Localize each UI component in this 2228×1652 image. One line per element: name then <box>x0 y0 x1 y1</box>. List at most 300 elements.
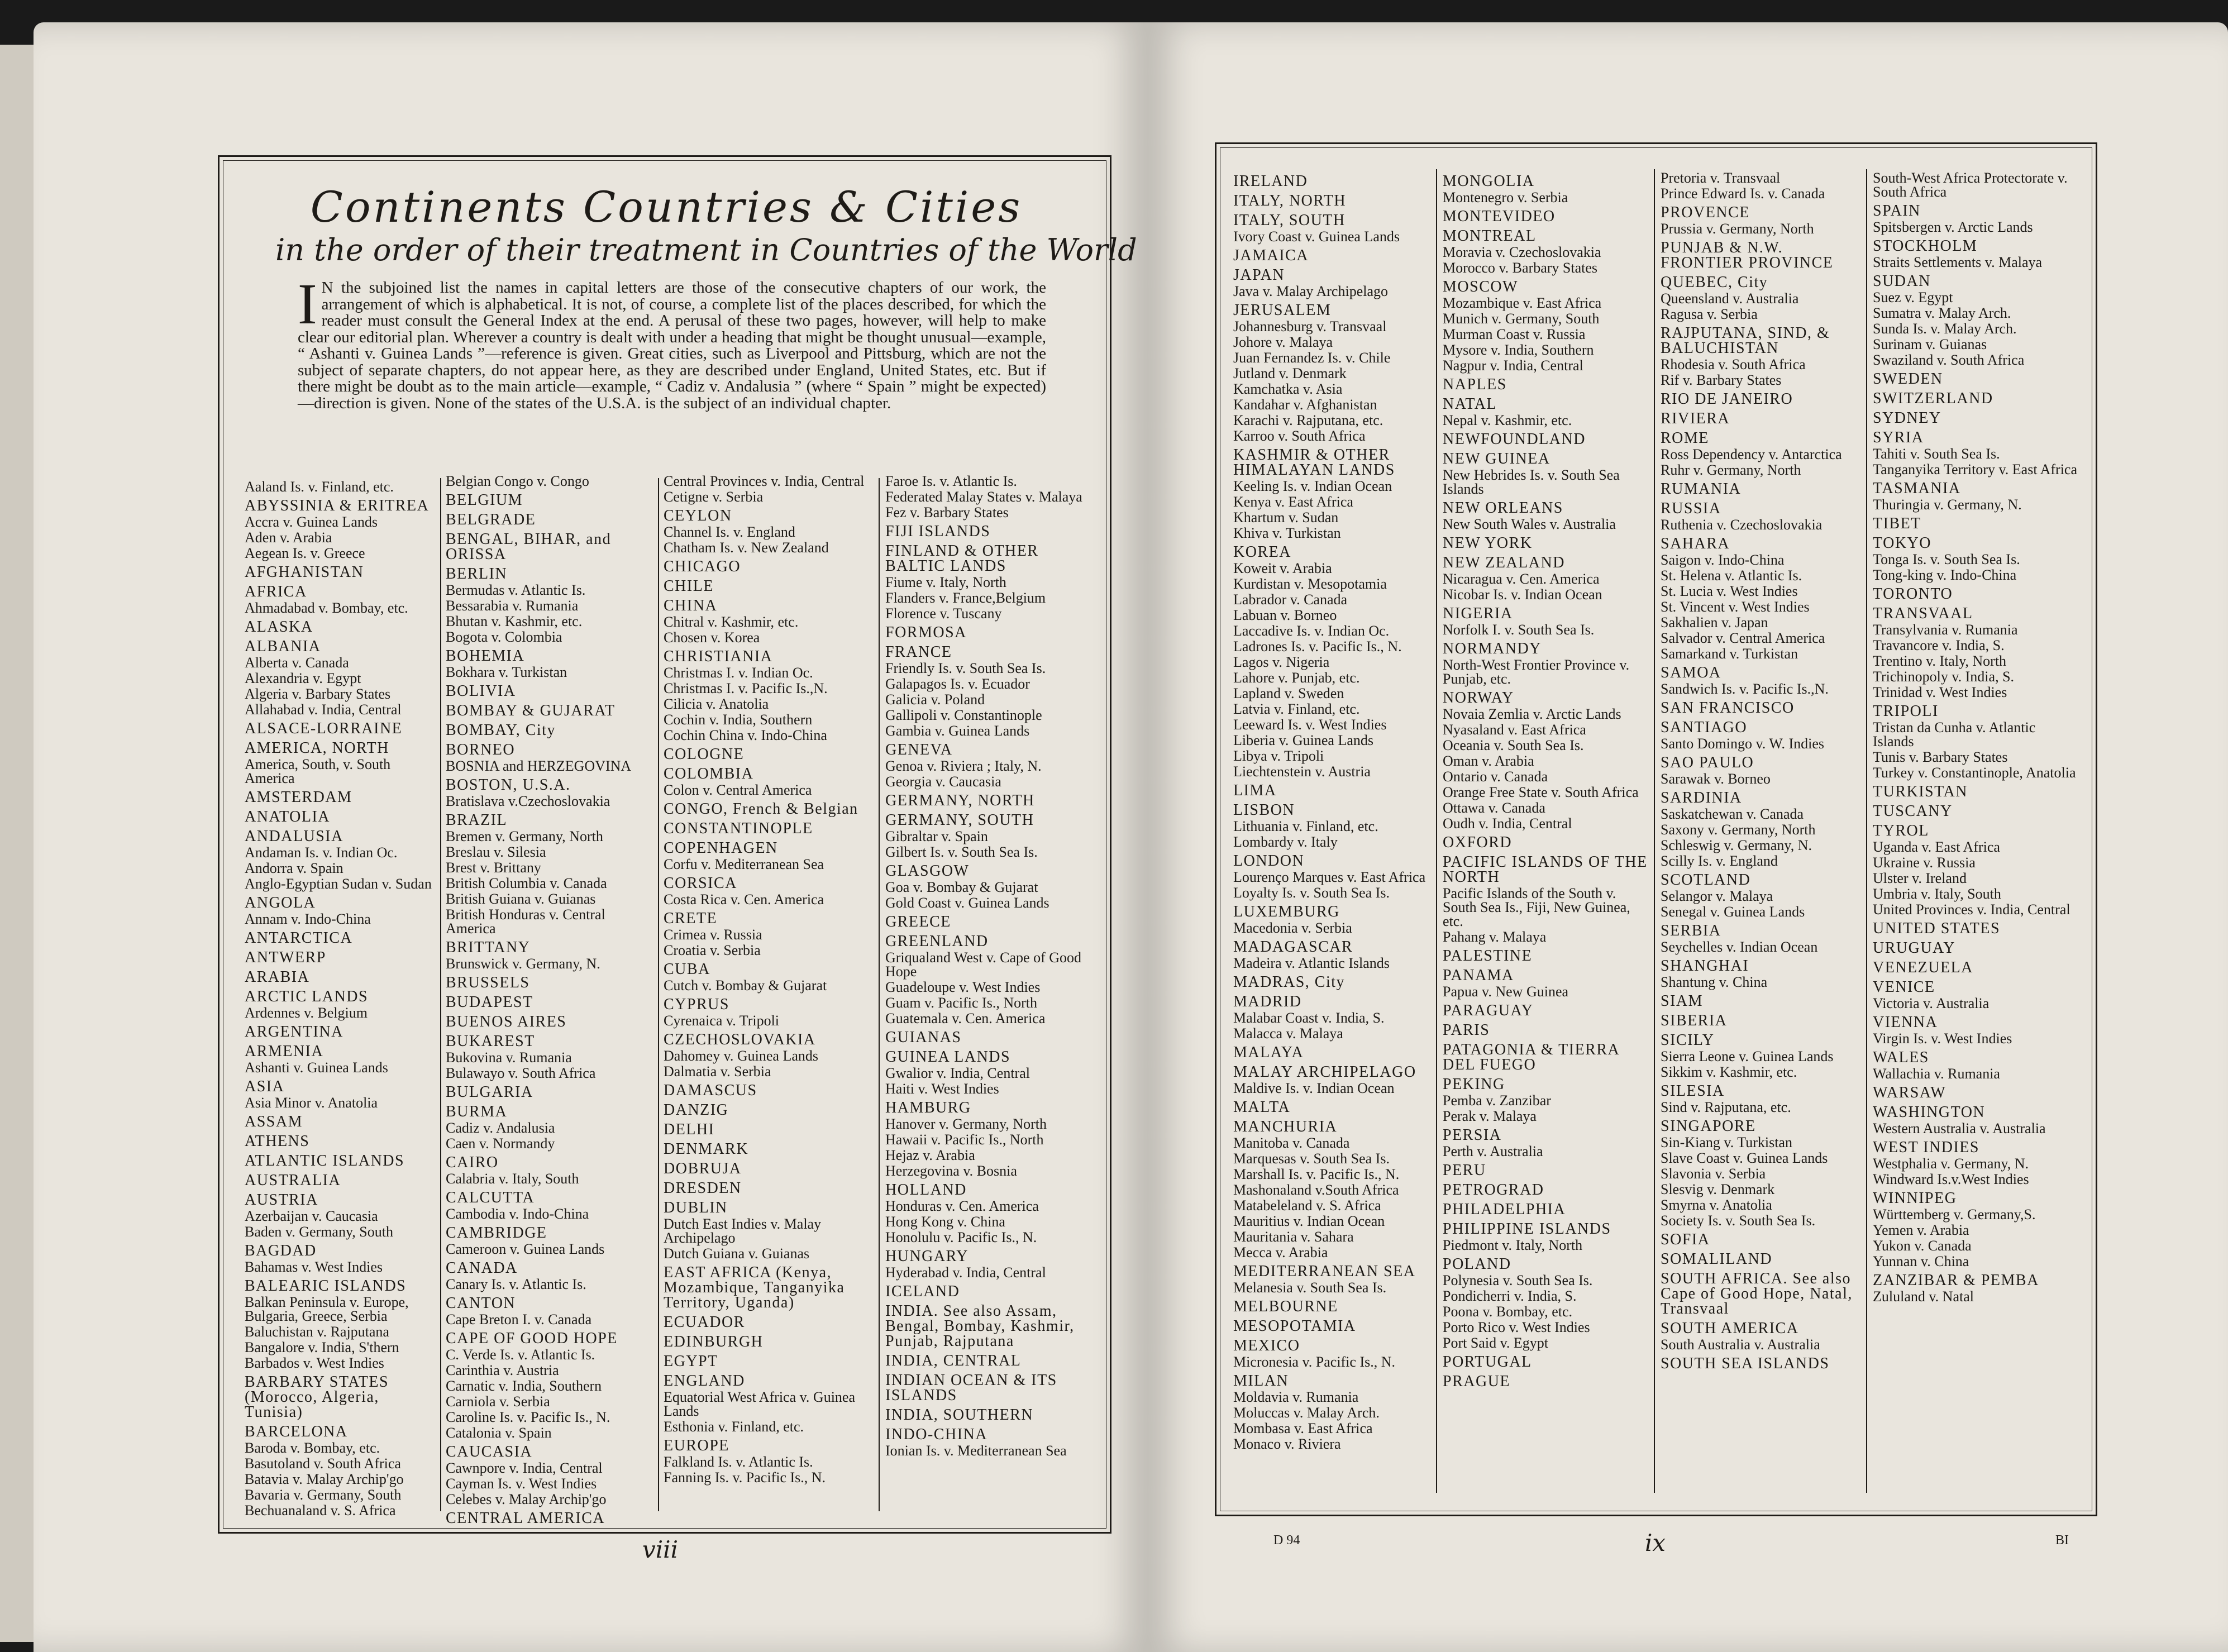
index-entry: Cyrenaica v. Tripoli <box>664 1013 780 1029</box>
index-entry: Ahmadabad v. Bombay, etc. <box>245 600 408 616</box>
index-entry: TIBET <box>1873 515 1921 532</box>
index-entry: Madeira v. Atlantic Islands <box>1233 955 1390 971</box>
index-entry: Pahang v. Malaya <box>1443 929 1547 945</box>
index-entry: Tristan da Cunha v. Atlantic Islands <box>1873 719 2036 749</box>
index-entry: Sin-Kiang v. Turkistan <box>1661 1134 1792 1150</box>
index-entry: Balkan Peninsula v. Europe, Bulgaria, Greece, Serbia <box>245 1294 409 1324</box>
index-entry: Novaia Zemlia v. Arctic Lands <box>1443 706 1621 722</box>
index-entry: NEW GUINEA <box>1443 450 1550 467</box>
index-entry: Baluchistan v. Rajputana <box>245 1324 389 1340</box>
index-entry: Slavonia v. Serbia <box>1661 1166 1766 1182</box>
index-entry: COLOMBIA <box>664 765 754 782</box>
index-entry: Ulster v. Ireland <box>1873 870 1967 886</box>
index-entry: VENEZUELA <box>1873 959 1973 976</box>
index-entry: Bhutan v. Kashmir, etc. <box>446 613 583 629</box>
index-entry: BOMBAY, City <box>446 722 556 739</box>
index-entry: Aaland Is. v. Finland, etc. <box>245 479 394 495</box>
index-entry: AUSTRALIA <box>245 1172 341 1189</box>
index-entry: ITALY, SOUTH <box>1233 212 1346 229</box>
index-entry: Ottawa v. Canada <box>1443 800 1545 816</box>
index-entry: Andorra v. Spain <box>245 860 343 876</box>
index-entry: PETROGRAD <box>1443 1181 1544 1199</box>
index-entry: CAMBRIDGE <box>446 1224 547 1242</box>
index-entry: Florence v. Tuscany <box>885 605 1002 622</box>
index-entry: Cetigne v. Serbia <box>664 489 764 505</box>
index-entry: Society Is. v. South Sea Is. <box>1661 1212 1816 1229</box>
index-entry: Honolulu v. Pacific Is., N. <box>885 1229 1037 1245</box>
index-entry: MADAGASCAR <box>1233 938 1353 956</box>
index-entry: Dutch East Indies v. Malay Archipelago <box>664 1216 822 1246</box>
index-entry: Corfu v. Mediterranean Sea <box>664 856 824 872</box>
index-entry: Moldavia v. Rumania <box>1233 1389 1359 1405</box>
index-entry: Yunnan v. China <box>1873 1253 1969 1269</box>
index-entry: Cilicia v. Anatolia <box>664 696 769 712</box>
column-divider <box>658 478 659 1511</box>
index-entry: COPENHAGEN <box>664 839 778 857</box>
index-entry: Bulawayo v. South Africa <box>446 1065 596 1081</box>
index-entry: Virgin Is. v. West Indies <box>1873 1030 2012 1047</box>
index-entry: Poona v. Bombay, etc. <box>1443 1304 1573 1320</box>
index-entry: SIAM <box>1661 992 1704 1010</box>
index-entry: Murman Coast v. Russia <box>1443 326 1586 342</box>
index-entry: Sakhalien v. Japan <box>1661 614 1768 631</box>
index-entry: SANTIAGO <box>1661 719 1748 736</box>
index-entry: CAPE OF GOOD HOPE <box>446 1330 618 1347</box>
index-entry: URUGUAY <box>1873 939 1955 957</box>
index-entry: Canary Is. v. Atlantic Is. <box>446 1276 586 1292</box>
index-entry: Bavaria v. Germany, South <box>245 1487 402 1503</box>
index-entry: Uganda v. East Africa <box>1873 839 2000 855</box>
index-entry: Straits Settlements v. Malaya <box>1873 254 2043 270</box>
index-entry: CANADA <box>446 1259 518 1277</box>
index-entry: WEST INDIES <box>1873 1139 1979 1156</box>
index-entry: WALES <box>1873 1049 1929 1066</box>
index-entry: Ruthenia v. Czechoslovakia <box>1661 517 1823 533</box>
index-entry: Faroe Is. v. Atlantic Is. <box>885 473 1017 489</box>
index-entry: SYRIA <box>1873 429 1924 446</box>
left-page-frame <box>218 155 1137 1534</box>
index-entry: CRETE <box>664 910 718 927</box>
index-entry: BRAZIL <box>446 811 508 829</box>
index-entry: EUROPE <box>664 1437 729 1454</box>
index-entry: Herzegovina v. Bosnia <box>885 1163 1017 1179</box>
index-entry: Zululand v. Natal <box>1873 1288 1974 1305</box>
index-entry: ABYSSINIA & ERITREA <box>245 497 430 514</box>
index-entry: Hyderabad v. India, Central <box>885 1264 1046 1281</box>
index-entry: Alexandria v. Egypt <box>245 670 361 686</box>
index-entry: CHINA <box>664 597 718 614</box>
index-entry: CZECHOSLOVAKIA <box>664 1031 816 1048</box>
left-column-3 <box>664 472 876 1484</box>
index-entry: CALCUTTA <box>446 1189 535 1206</box>
index-entry: MOSCOW <box>1443 278 1519 295</box>
index-entry: PORTUGAL <box>1443 1353 1532 1371</box>
index-entry: ANTARCTICA <box>245 929 353 947</box>
index-entry: Turkey v. Constantinople, Anatolia <box>1873 765 2076 781</box>
index-entry: Ross Dependency v. Antarctica <box>1661 446 1842 462</box>
index-entry: MONTREAL <box>1443 227 1537 245</box>
index-entry: Swaziland v. South Africa <box>1873 352 2025 368</box>
index-entry: Bechuanaland v. S. Africa <box>245 1502 396 1519</box>
index-entry: CONGO, French & Belgian <box>664 800 858 818</box>
index-entry: Andaman Is. v. Indian Oc. <box>245 844 398 861</box>
index-entry: Central Provinces v. India, Central <box>664 473 865 489</box>
index-entry: Lagos v. Nigeria <box>1233 654 1330 670</box>
index-entry: GENEVA <box>885 741 953 758</box>
index-entry: DAMASCUS <box>664 1082 757 1099</box>
index-entry: ALASKA <box>245 618 313 636</box>
index-entry: Tunis v. Barbary States <box>1873 749 2008 765</box>
index-entry: BUDAPEST <box>446 994 533 1011</box>
index-entry: Smyrna v. Anatolia <box>1661 1197 1772 1213</box>
index-entry: NIGERIA <box>1443 605 1513 622</box>
left-column-1 <box>245 478 437 1517</box>
index-entry: New Hebrides Is. v. South Sea Islands <box>1443 467 1620 497</box>
index-entry: ARCTIC LANDS <box>245 988 369 1005</box>
index-entry: Perth v. Australia <box>1443 1143 1543 1159</box>
index-entry: Cambodia v. Indo-China <box>446 1206 589 1222</box>
index-entry: BOSNIA and HERZEGOVINA <box>446 758 632 774</box>
index-entry: Barbados v. West Indies <box>245 1355 384 1371</box>
index-entry: Cawnpore v. India, Central <box>446 1460 603 1476</box>
index-entry: British Columbia v. Canada <box>446 875 607 891</box>
index-entry: Colon v. Central America <box>664 782 812 798</box>
index-entry: Nicobar Is. v. Indian Ocean <box>1443 586 1602 603</box>
left-column-4 <box>885 472 1100 1458</box>
index-entry: NORMANDY <box>1443 640 1542 657</box>
index-entry: Ragusa v. Serbia <box>1661 306 1758 322</box>
index-entry: Karachi v. Rajputana, etc. <box>1233 412 1383 428</box>
index-entry: Baroda v. Bombay, etc. <box>245 1440 380 1456</box>
index-entry: St. Vincent v. West Indies <box>1661 599 1810 615</box>
index-entry: RUMANIA <box>1661 480 1742 498</box>
index-entry: SAO PAULO <box>1661 754 1754 771</box>
index-entry: Surinam v. Guianas <box>1873 336 1987 352</box>
index-entry: RAJPUTANA, SIND, & BALUCHISTAN <box>1661 324 1830 357</box>
index-entry: Anglo-Egyptian Sudan v. Sudan <box>245 876 432 892</box>
index-entry: Marquesas v. South Sea Is. <box>1233 1150 1390 1167</box>
index-entry: Tonga Is. v. South Sea Is. <box>1873 551 2020 567</box>
index-entry: JAMAICA <box>1233 247 1309 264</box>
index-entry: Cape Breton I. v. Canada <box>446 1311 592 1328</box>
index-entry: SOUTH SEA ISLANDS <box>1661 1355 1830 1372</box>
index-entry: Celebes v. Malay Archip'go <box>446 1491 607 1507</box>
right-column-3 <box>1661 169 1862 1371</box>
index-entry: Victoria v. Australia <box>1873 995 1990 1011</box>
index-entry: INDIA, CENTRAL <box>885 1352 1022 1369</box>
right-column-1 <box>1233 169 1432 1451</box>
index-entry: FORMOSA <box>885 624 967 641</box>
index-entry: LISBON <box>1233 801 1295 819</box>
index-entry: Christmas I. v. Indian Oc. <box>664 665 813 681</box>
index-entry: INDIA, SOUTHERN <box>885 1406 1034 1424</box>
index-entry: Trentino v. Italy, North <box>1873 653 2007 669</box>
index-entry: PALESTINE <box>1443 947 1533 965</box>
index-entry: BORNEO <box>446 741 516 758</box>
index-entry: Gallipoli v. Constantinople <box>885 707 1042 723</box>
index-entry: Cayman Is. v. West Indies <box>446 1476 597 1492</box>
index-entry: Perak v. Malaya <box>1443 1108 1537 1124</box>
index-entry: Malabar Coast v. India, S. <box>1233 1010 1385 1026</box>
index-entry: Federated Malay States v. Malaya <box>885 489 1082 505</box>
index-entry: BRITTANY <box>446 939 531 956</box>
index-entry: British Guiana v. Guianas <box>446 891 596 907</box>
index-entry: Cutch v. Bombay & Gujarat <box>664 977 827 994</box>
page-number-right: ix <box>1645 1529 1666 1556</box>
index-entry: Esthonia v. Finland, etc. <box>664 1419 804 1435</box>
index-entry: Lithuania v. Finland, etc. <box>1233 818 1378 834</box>
index-entry: Sunda Is. v. Malay Arch. <box>1873 321 2017 337</box>
index-entry: Moluccas v. Malay Arch. <box>1233 1405 1380 1421</box>
index-entry: Oudh v. India, Central <box>1443 815 1572 832</box>
index-entry: IRELAND <box>1233 173 1308 190</box>
index-entry: Gambia v. Guinea Lands <box>885 723 1030 739</box>
index-entry: Monaco v. Riviera <box>1233 1436 1341 1452</box>
index-entry: C. Verde Is. v. Atlantic Is. <box>446 1347 595 1363</box>
index-entry: WARSAW <box>1873 1084 1946 1101</box>
index-entry: DRESDEN <box>664 1180 742 1197</box>
index-entry: FIJI ISLANDS <box>885 523 991 540</box>
index-entry: MADRAS, City <box>1233 973 1346 991</box>
index-entry: MEDITERRANEAN SEA <box>1233 1263 1416 1280</box>
index-entry: SAN FRANCISCO <box>1661 699 1795 717</box>
index-entry: CANTON <box>446 1295 516 1312</box>
index-entry: PROVENCE <box>1661 204 1750 221</box>
index-entry: Fiume v. Italy, North <box>885 574 1006 590</box>
index-entry: INDIA. See also Assam, Bengal, Bombay, Kashmir, Punjab, Rajputana <box>885 1302 1075 1350</box>
index-entry: Keeling Is. v. Indian Ocean <box>1233 478 1392 494</box>
index-entry: Galicia v. Poland <box>885 691 985 708</box>
index-entry: Hong Kong v. China <box>885 1214 1005 1230</box>
index-entry: Guam v. Pacific Is., North <box>885 995 1037 1011</box>
index-entry: Gilbert Is. v. South Sea Is. <box>885 844 1038 860</box>
index-entry: Chitral v. Kashmir, etc. <box>664 614 799 630</box>
index-entry: NEW ORLEANS <box>1443 499 1563 517</box>
index-entry: Hejaz v. Arabia <box>885 1147 975 1163</box>
index-entry: Montenegro v. Serbia <box>1443 189 1568 206</box>
index-entry: Polynesia v. South Sea Is. <box>1443 1272 1593 1288</box>
index-entry: Accra v. Guinea Lands <box>245 514 378 530</box>
index-entry: VENICE <box>1873 978 1935 996</box>
index-entry: BOHEMIA <box>446 647 525 665</box>
index-entry: Piedmont v. Italy, North <box>1443 1237 1583 1253</box>
index-entry: GERMANY, SOUTH <box>885 811 1034 829</box>
index-entry: Ivory Coast v. Guinea Lands <box>1233 228 1400 245</box>
index-entry: NEW ZEALAND <box>1443 554 1565 571</box>
index-entry: Loyalty Is. v. South Sea Is. <box>1233 885 1390 901</box>
index-entry: Johore v. Malaya <box>1233 334 1333 350</box>
index-entry: ICELAND <box>885 1283 960 1300</box>
index-entry: ANTWERP <box>245 949 326 966</box>
index-entry: Cameroon v. Guinea Lands <box>446 1241 605 1257</box>
index-entry: NEWFOUNDLAND <box>1443 431 1586 448</box>
index-entry: Manitoba v. Canada <box>1233 1135 1350 1151</box>
index-entry: Karroo v. South Africa <box>1233 428 1366 444</box>
index-entry: Carnatic v. India, Southern <box>446 1378 602 1394</box>
index-entry: ATLANTIC ISLANDS <box>245 1152 405 1169</box>
index-entry: Kurdistan v. Mesopotamia <box>1233 576 1387 592</box>
index-entry: Juan Fernandez Is. v. Chile <box>1233 350 1391 366</box>
index-entry: Guadeloupe v. West Indies <box>885 979 1041 995</box>
index-entry: SOFIA <box>1661 1231 1710 1248</box>
index-entry: Bermudas v. Atlantic Is. <box>446 582 586 598</box>
index-entry: Nicaragua v. Cen. America <box>1443 571 1600 587</box>
index-entry: Ladrones Is. v. Pacific Is., N. <box>1233 638 1402 655</box>
index-entry: MALTA <box>1233 1099 1291 1116</box>
index-entry: Mysore v. India, Southern <box>1443 342 1594 358</box>
index-entry: Macedonia v. Serbia <box>1233 920 1352 936</box>
index-entry: BELGRADE <box>446 511 536 528</box>
index-entry: Bratislava v.Czechoslovakia <box>446 793 610 809</box>
index-entry: Leeward Is. v. West Indies <box>1233 717 1387 733</box>
index-entry: ASIA <box>245 1078 285 1095</box>
index-entry: Gold Coast v. Guinea Lands <box>885 895 1049 911</box>
index-entry: BUKAREST <box>446 1033 535 1050</box>
index-entry: ANGOLA <box>245 894 316 911</box>
index-entry: Kandahar v. Afghanistan <box>1233 397 1377 413</box>
index-entry: ENGLAND <box>664 1372 745 1390</box>
index-entry: South-West Africa Protectorate v. South Africa <box>1873 170 2068 200</box>
index-entry: Bessarabia v. Rumania <box>446 598 579 614</box>
index-entry: CAUCASIA <box>446 1443 533 1460</box>
index-entry: Chosen v. Korea <box>664 629 760 646</box>
index-entry: Samarkand v. Turkistan <box>1661 646 1798 662</box>
index-entry: Dutch Guiana v. Guianas <box>664 1245 810 1262</box>
index-entry: Liberia v. Guinea Lands <box>1233 732 1373 748</box>
index-entry: Papua v. New Guinea <box>1443 983 1569 1000</box>
index-entry: Aegean Is. v. Greece <box>245 545 365 561</box>
index-entry: Oceania v. South Sea Is. <box>1443 737 1584 753</box>
index-entry: Costa Rica v. Cen. America <box>664 891 824 908</box>
index-entry: Selangor v. Malaya <box>1661 888 1773 904</box>
index-entry: Marshall Is. v. Pacific Is., N. <box>1233 1166 1400 1182</box>
index-entry: Moravia v. Czechoslovakia <box>1443 244 1601 260</box>
column-divider <box>1654 169 1655 1493</box>
index-entry: Breslau v. Silesia <box>446 844 546 860</box>
index-entry: COLOGNE <box>664 746 745 763</box>
index-entry: SCOTLAND <box>1661 871 1751 889</box>
signature-mark-left: D 94 <box>1273 1533 1300 1548</box>
index-entry: INDO-CHINA <box>885 1426 987 1443</box>
index-entry: Cadiz v. Andalusia <box>446 1120 555 1136</box>
index-entry: TRIPOLI <box>1873 703 1939 720</box>
index-entry: BOSTON, U.S.A. <box>446 776 571 794</box>
index-entry: Caroline Is. v. Pacific Is., N. <box>446 1409 610 1425</box>
index-entry: Dalmatia v. Serbia <box>664 1063 771 1080</box>
index-entry: BALEARIC ISLANDS <box>245 1277 407 1295</box>
index-entry: POLAND <box>1443 1255 1511 1273</box>
index-entry: Ionian Is. v. Mediterranean Sea <box>885 1443 1067 1459</box>
right-page-frame <box>1215 142 2097 1516</box>
index-entry: ROME <box>1661 429 1709 447</box>
index-entry: Equatorial West Africa v. Guinea Lands <box>664 1389 856 1419</box>
index-entry: Alberta v. Canada <box>245 655 349 671</box>
index-entry: MANCHURIA <box>1233 1118 1338 1135</box>
index-entry: UNITED STATES <box>1873 920 2001 937</box>
index-entry: TRANSVAAL <box>1873 605 1973 622</box>
index-entry: Johannesburg v. Transvaal <box>1233 318 1387 335</box>
index-entry: MELBOURNE <box>1233 1298 1338 1315</box>
index-entry: AMERICA, NORTH <box>245 739 389 757</box>
index-entry: Oman v. Arabia <box>1443 753 1534 769</box>
index-entry: Pretoria v. Transvaal <box>1661 170 1781 186</box>
index-entry: Chatham Is. v. New Zealand <box>664 539 829 556</box>
left-column-2 <box>446 472 652 1526</box>
index-entry: Salvador v. Central America <box>1661 630 1825 646</box>
index-entry: Suez v. Egypt <box>1873 289 1953 305</box>
index-entry: Crimea v. Russia <box>664 927 762 943</box>
index-entry: NAPLES <box>1443 376 1507 393</box>
index-entry: Württemberg v. Germany,S. <box>1873 1206 2036 1223</box>
index-entry: Griqualand West v. Cape of Good Hope <box>885 949 1081 980</box>
index-entry: Rhodesia v. South Africa <box>1661 356 1806 373</box>
index-entry: Labrador v. Canada <box>1233 591 1348 608</box>
index-entry: Baden v. Germany, South <box>245 1224 393 1240</box>
index-entry: Honduras v. Cen. America <box>885 1198 1039 1214</box>
intro-dropcap: I <box>298 272 317 336</box>
index-entry: Nagpur v. India, Central <box>1443 357 1583 374</box>
index-entry: Matabeleland v. S. Africa <box>1233 1197 1381 1214</box>
index-entry: Umbria v. Italy, South <box>1873 886 2001 902</box>
index-entry: ANATOLIA <box>245 808 331 825</box>
index-entry: Labuan v. Borneo <box>1233 607 1337 623</box>
page-subtitle: in the order of their treatment in Countries of the World <box>275 232 1137 268</box>
index-entry: VIENNA <box>1873 1014 1938 1031</box>
index-entry: Morocco v. Barbary States <box>1443 260 1598 276</box>
index-entry: Yemen v. Arabia <box>1873 1222 1969 1238</box>
index-entry: ATHENS <box>245 1133 310 1150</box>
index-entry: PERSIA <box>1443 1126 1502 1144</box>
index-entry: TORONTO <box>1873 585 1953 603</box>
index-entry: MONGOLIA <box>1443 173 1535 190</box>
index-entry: LUXEMBURG <box>1233 903 1340 920</box>
signature-mark-right: BI <box>2055 1533 2069 1548</box>
column-divider <box>879 478 880 1511</box>
index-entry: SILESIA <box>1661 1082 1725 1100</box>
index-entry: Bangalore v. India, S'thern <box>245 1339 399 1355</box>
index-entry: Algeria v. Barbary States <box>245 686 391 702</box>
index-entry: ZANZIBAR & PEMBA <box>1873 1272 2039 1289</box>
index-entry: CHRISTIANIA <box>664 648 773 665</box>
index-entry: Allahabad v. India, Central <box>245 701 402 718</box>
index-entry: TASMANIA <box>1873 480 1961 497</box>
index-entry: TURKISTAN <box>1873 783 1968 800</box>
index-entry: GUIANAS <box>885 1029 962 1046</box>
index-entry: WASHINGTON <box>1873 1104 1986 1121</box>
index-entry: SARDINIA <box>1661 789 1742 806</box>
index-entry: Libya v. Tripoli <box>1233 748 1324 764</box>
index-entry: Yukon v. Canada <box>1873 1238 1972 1254</box>
index-entry: Carinthia v. Austria <box>446 1362 559 1378</box>
index-entry: Koweit v. Arabia <box>1233 560 1332 576</box>
index-entry: British Honduras v. Central America <box>446 906 605 937</box>
index-entry: Munich v. Germany, South <box>1443 311 1600 327</box>
index-entry: Westphalia v. Germany, N. <box>1873 1156 2029 1172</box>
index-entry: SHANGHAI <box>1661 957 1749 975</box>
index-entry: Bogota v. Colombia <box>446 629 562 645</box>
index-entry: GERMANY, NORTH <box>885 792 1035 809</box>
index-entry: GREENLAND <box>885 933 989 950</box>
index-entry: Cochin v. India, Southern <box>664 712 813 728</box>
index-entry: SICILY <box>1661 1032 1715 1049</box>
index-entry: United Provinces v. India, Central <box>1873 901 2070 918</box>
index-entry: Mozambique v. East Africa <box>1443 295 1602 311</box>
index-entry: Hawaii v. Pacific Is., North <box>885 1131 1044 1148</box>
index-entry: South Australia v. Australia <box>1661 1336 1820 1353</box>
index-entry: INDIAN OCEAN & ITS ISLANDS <box>885 1372 1057 1404</box>
index-entry: Bremen v. Germany, North <box>446 828 603 844</box>
index-entry: RUSSIA <box>1661 500 1721 517</box>
